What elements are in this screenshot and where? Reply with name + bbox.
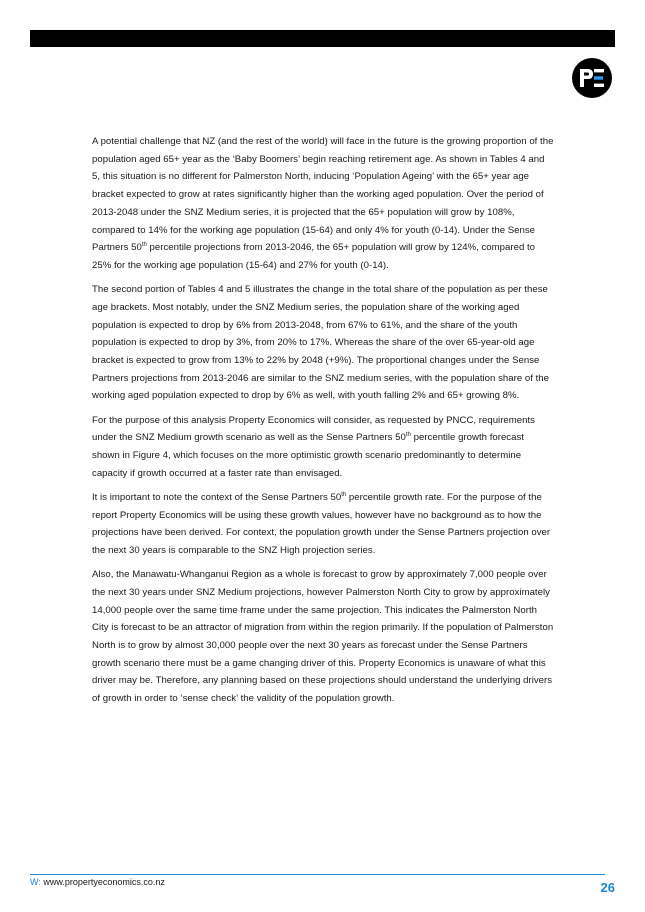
paragraph-regional-growth: Also, the Manawatu-Whanganui Region as a whole is forecast to grow by approximately 7,000 people over the next 30 years under SNZ Medium projections, however Palmerston North City to grow by approximately 14,000 people over the same time frame under the same projection. This indicates the Palmerston North City is forecast to be an attractor of migration from within the region primarily. If the population of Palmerston North is to grow by almost 30,000 people over the next 30 years as forecast under the Sense Partners growth scenario there must be a game changing driver of this. Property Economics is unaware of what this driver may be. Therefore, any planning based on these projections should understand the underlying drivers of growth in order to ‘sense check’ the validity of the population growth. [92, 569, 554, 705]
paragraph-analysis-purpose: For the purpose of this analysis Property Economics will consider, as requested by PNCC, requirements under the SNZ Medium growth scenario as well as the Sense Partners 50th percentile growth forecast shown in Figure 4, which focuses on the more optimistic growth scenario predominantly to determine capacity if growth occurred at a faster rate than envisaged. [92, 414, 535, 479]
header-bar [30, 30, 615, 47]
paragraph-population-share: The second portion of Tables 4 and 5 illustrates the change in the total share of the population as per these age brackets. Most notably, under the SNZ Medium series, the population share of the working aged population is expected to drop by 6% from 2013-2048, from 67% to 61%, and the share of the youth population is expected to drop by 3%, from 20% to 17%. Whereas the share of the over 65-year-old age bracket is expected to grow from 13% to 22% by 2048 (+9%). The proportional changes under the Sense Partners projections from 2013-2046 are similar to the SNZ medium series, with the population share of the working aged population expected to drop by 6% as well, with youth falling 2% and 65+ growing 8%. [92, 284, 549, 402]
paragraph-population-ageing: A potential challenge that NZ (and the rest of the world) will face in the future is the growing proportion of the population aged 65+ year as the ‘Baby Boomers’ begin reaching retirement age. As shown in Tables 4 and 5, this situation is no different for Palmerston North, inducing ‘Population Ageing’ with the 65+ year age bracket expected to grow at rates significantly higher than the working aged population. Over the period of 2013-2048 under the SNZ Medium series, it is projected that the 65+ population will grow by 108%, compared to 14% for the working age population (15-64) and only 4% for youth (0-14). Under the Sense Partners 50th percentile projections from 2013-2046, the 65+ population will grow by 124%, compared to 25% for the working age population (15-64) and 27% for youth (0-14). [92, 136, 554, 271]
paragraph-growth-context: It is important to note the context of the Sense Partners 50th percentile growth rate. For the purpose of the report Property Economics will be using these growth values, however have no background as to how the projections have been derived. For context, the population growth under the Sense Partners projection over the next 30 years is comparable to the SNZ High projection series. [92, 491, 551, 556]
footer-website[interactable] [30, 877, 165, 888]
website-url[interactable]: www.propertyeconomics.co.nz [40, 877, 165, 887]
property-economics-logo [572, 58, 612, 98]
web-label: W: [30, 877, 41, 887]
footer-divider [30, 874, 605, 875]
pe-logo-icon [578, 67, 606, 89]
page-number: 26 [600, 880, 615, 895]
body-text [92, 133, 554, 714]
